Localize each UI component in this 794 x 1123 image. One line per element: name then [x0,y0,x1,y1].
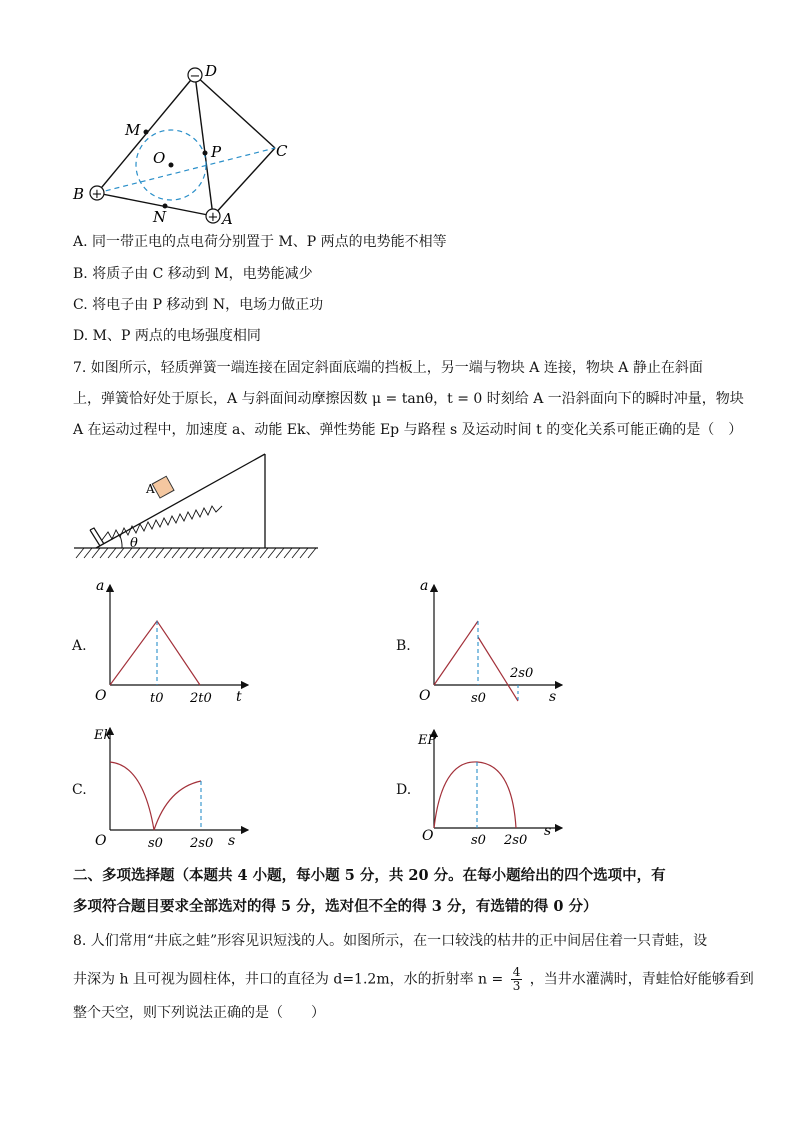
label-a: A [222,210,233,228]
graph-c-tick1: s0 [148,836,163,851]
graph-b-ylabel: a [420,578,429,594]
q6-option-b: B. 将质子由 C 移动到 M，电势能减少 [73,266,313,282]
graph-b [412,575,572,715]
label-o: O [153,149,166,167]
graph-a [88,575,258,715]
block-label: A [146,482,155,496]
q6-option-a: A. 同一带正电的点电荷分别置于 M、P 两点的电势能不相等 [73,234,447,250]
graph-a-tick2: 2t0 [190,691,212,706]
charge-a: + [207,210,219,225]
label-d: D [205,62,218,80]
charge-b: + [91,187,103,202]
tetrahedron-figure [65,55,305,235]
q7-stem-line1: 7. 如图所示，轻质弹簧一端连接在固定斜面底端的挡板上，另一端与物块 A 连接，物块 A 静止在斜面 [73,360,703,376]
graph-b-tick2: 2s0 [510,666,534,681]
q7-stem-line2: 上，弹簧恰好处于原长，A 与斜面间动摩擦因数 μ = tanθ，t = 0 时刻给 A 一沿斜面向下的瞬时冲量，物块 [73,391,744,407]
q8-line1: 8. 人们常用“井底之蛙”形容见识短浅的人。如图所示，在一口较浅的枯井的正中间居住着一只青蛙，设 [73,933,708,949]
graph-c [88,720,258,860]
graph-a-ylabel: a [96,578,105,594]
graph-d [412,720,572,860]
graph-b-option: B. [396,638,411,654]
graph-a-tick1: t0 [150,691,164,706]
graph-d-origin: O [422,828,434,844]
graph-d-xlabel: s [544,823,552,839]
graph-c-ylabel: Ek [94,728,112,743]
label-m: M [125,121,141,139]
graph-a-origin: O [95,688,107,704]
graph-b-tick1: s0 [471,691,486,706]
q6-option-d: D. M、P 两点的电场强度相同 [73,328,261,344]
graph-c-option: C. [72,782,87,798]
graph-b-xlabel: s [549,689,557,705]
q7-stem-line3: A 在运动过程中，加速度 a、动能 Ek、弹性势能 Ep 与路程 s 及运动时间 t 的变化关系可能正确的是（ ） [73,422,743,438]
fraction-denominator: 3 [512,979,521,993]
fraction-numerator: 4 [512,965,521,979]
incline-figure [70,448,330,566]
q8-line2 [73,966,754,993]
label-b: B [73,185,85,203]
angle-label: θ [130,536,138,551]
label-n: N [153,208,167,226]
q8-line2-start: 井深为 h 且可视为圆柱体，井口的直径为 d=1.2m，水的折射率 n = [73,971,504,988]
section2-heading-line1: 二、多项选择题（本题共 4 小题，每小题 5 分，共 20 分。在每小题给出的四个选项中，有 [73,867,666,884]
graph-b-origin: O [419,688,431,704]
graph-d-ylabel: EP [418,733,437,748]
q6-option-c: C. 将电子由 P 移动到 N，电场力做正功 [73,297,324,313]
section2-heading-line2: 多项符合题目要求全部选对的得 5 分，选对但不全的得 3 分，有选错的得 0 分） [73,898,598,915]
q8-line3: 整个天空，则下列说法正确的是（ ） [73,1005,325,1021]
graph-d-tick1: s0 [471,833,486,848]
graph-d-option: D. [396,782,412,798]
graph-c-xlabel: s [228,833,236,849]
charge-d: − [189,69,201,84]
q8-line2-end: ，当井水灌满时，青蛙恰好能够看到 [529,971,754,988]
refraction-fraction [511,966,523,993]
graph-a-xlabel: t [236,689,242,705]
graph-a-option: A. [72,638,87,654]
label-p: P [211,143,222,161]
label-c: C [276,142,288,160]
graph-c-tick2: 2s0 [190,836,214,851]
graph-d-tick2: 2s0 [504,833,528,848]
graph-c-origin: O [95,833,107,849]
